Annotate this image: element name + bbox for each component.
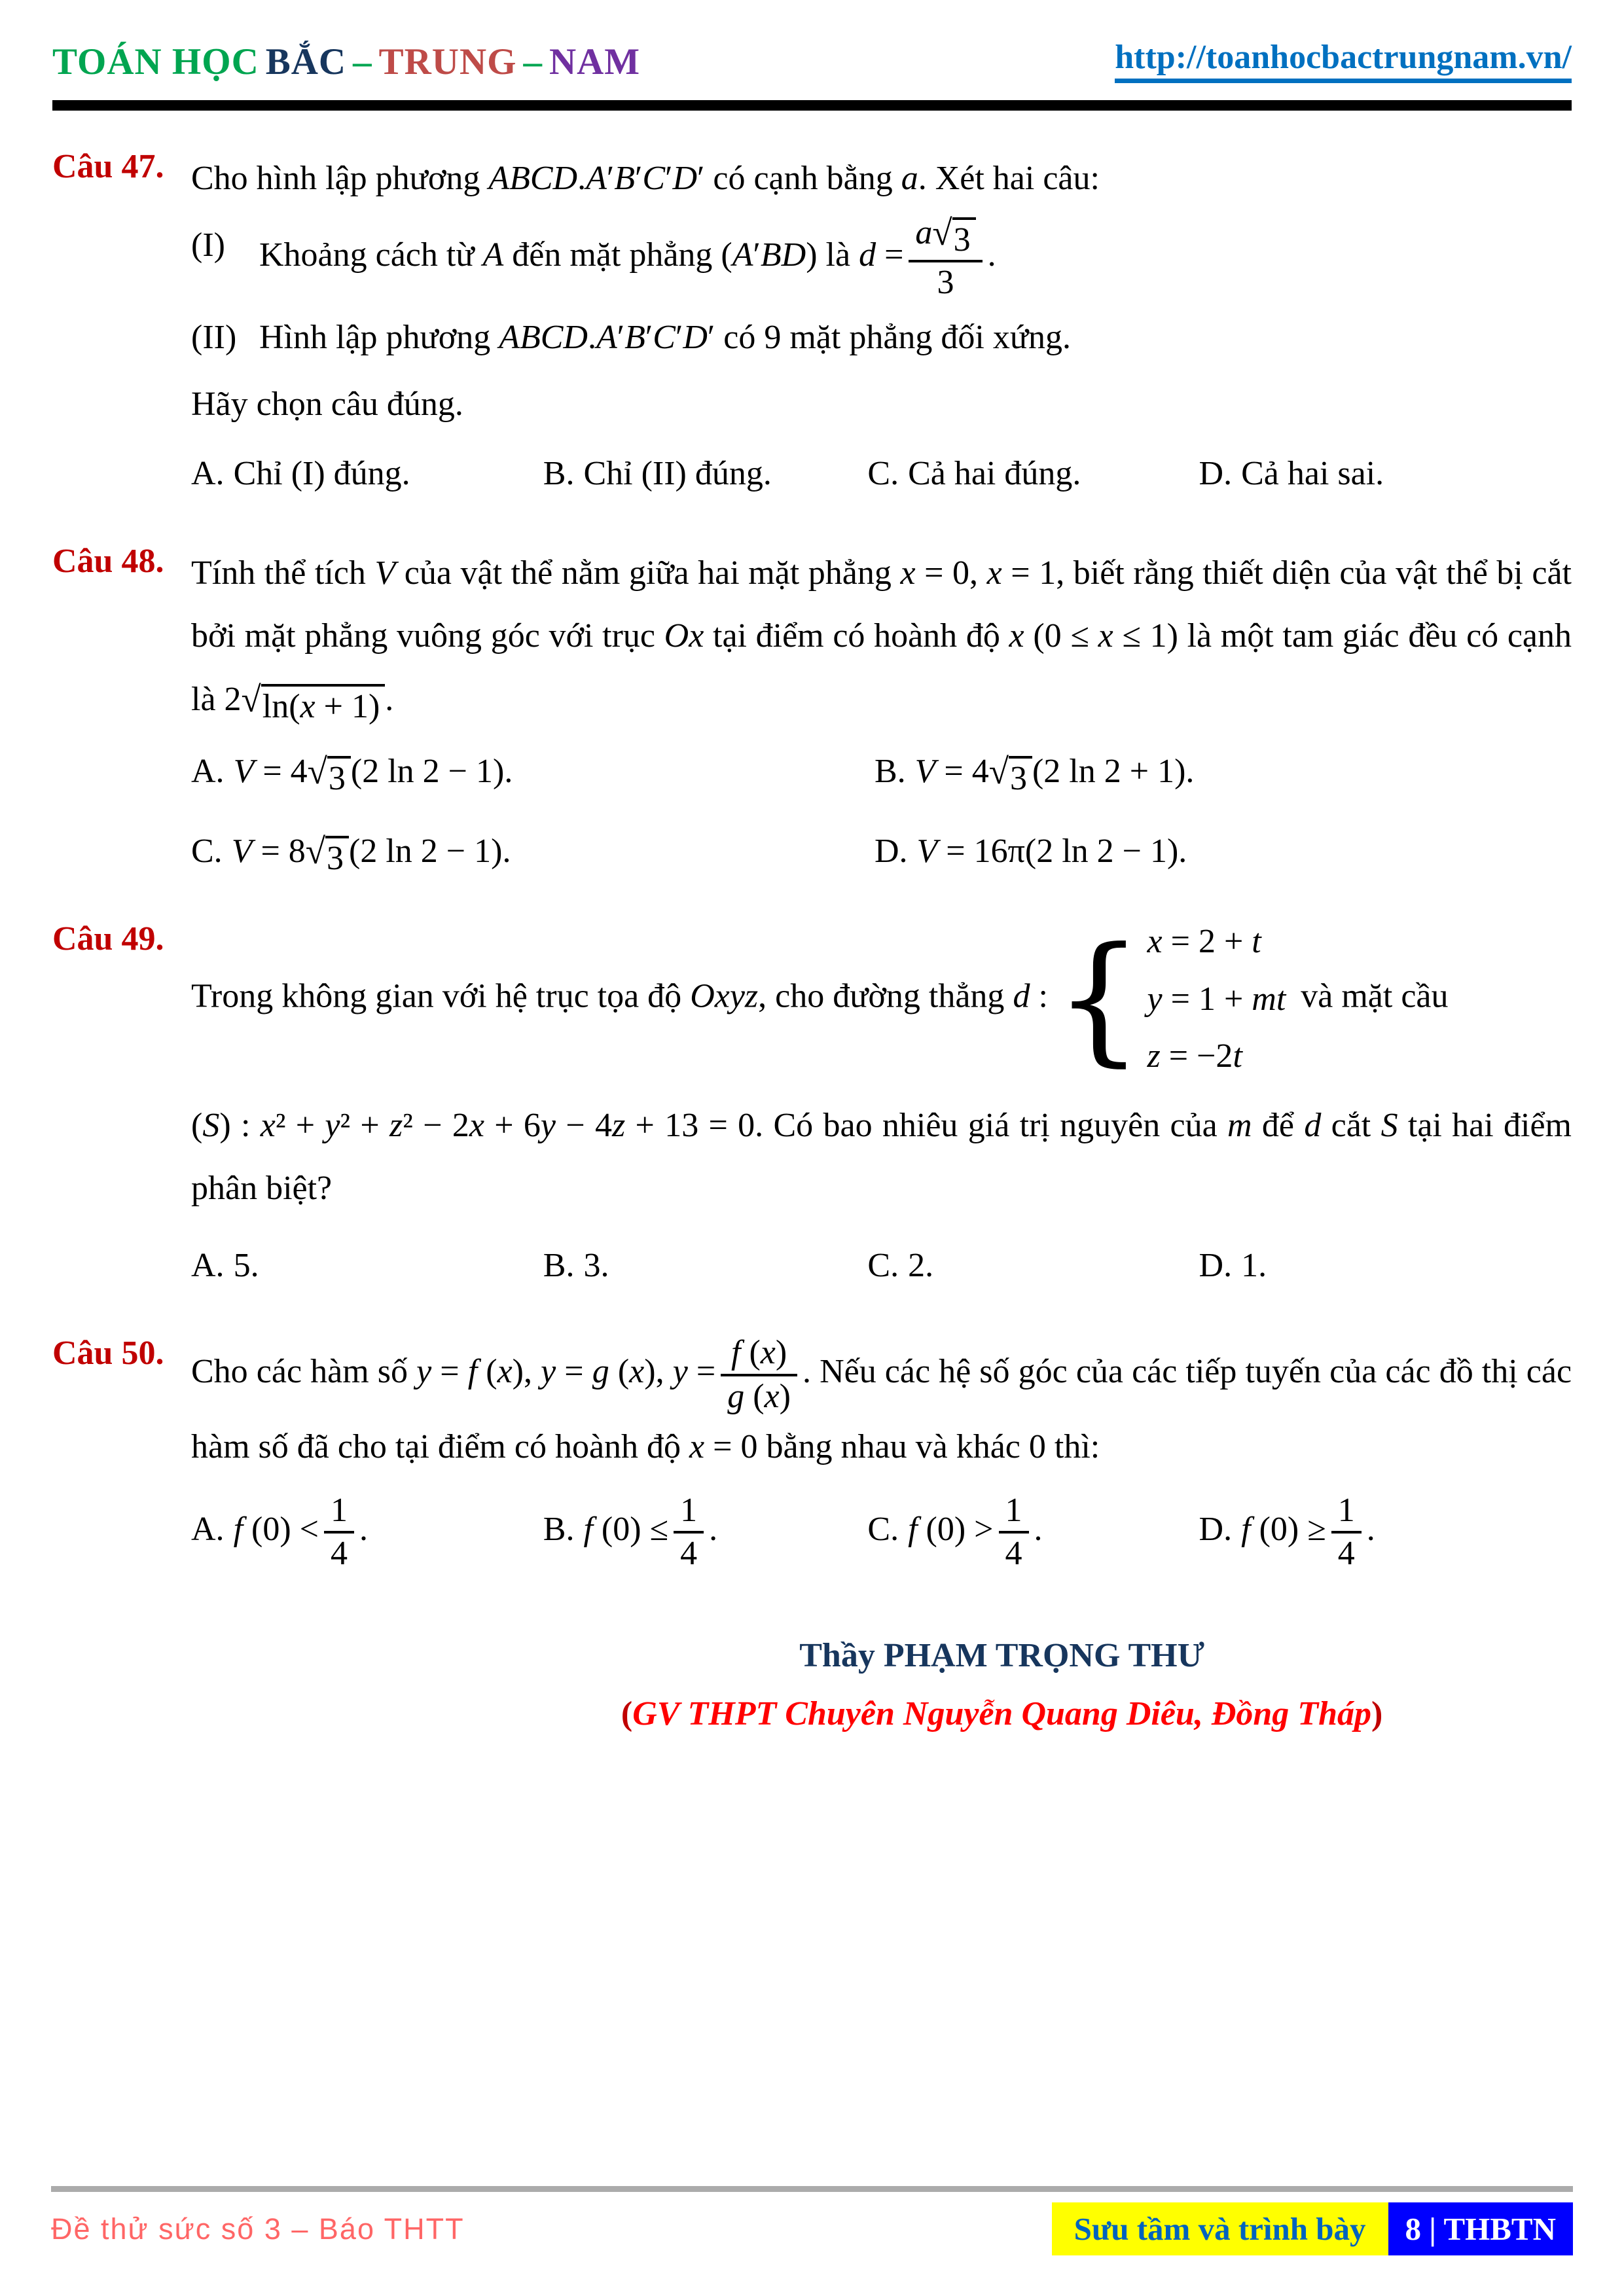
radical-sign-icon: √ <box>932 213 952 253</box>
math-expr: Oxyz <box>690 977 759 1015</box>
math-expr: x = 0 <box>689 1427 758 1465</box>
stem-text: để <box>1252 1106 1305 1144</box>
math-expr: V <box>374 554 396 592</box>
math-expr: x (0 ≤ x ≤ 1) <box>1009 617 1178 655</box>
stem-text: . <box>987 236 996 274</box>
stem-text: . Xét hai câu: <box>918 160 1100 197</box>
page-footer <box>51 2186 1573 2255</box>
answer-option-b[interactable]: B. Chỉ (II) đúng. <box>543 454 772 492</box>
brand-part-trung: TRUNG <box>378 41 517 82</box>
author-block <box>432 1636 1572 1733</box>
stem-text: Hình lập phương <box>259 318 499 356</box>
fraction-numerator: f (x) <box>721 1334 797 1376</box>
stem-text: . Nếu các hệ số góc của các tiếp tuyến của các đồ thị các hàm số đã cho tại điểm có hoành độ <box>191 1353 1572 1465</box>
stem-text: , <box>524 1353 541 1391</box>
author-affiliation: (GV THPT Chuyên Nguyễn Quang Diêu, Đồng Tháp) <box>621 1695 1383 1732</box>
equation-system <box>1055 920 1286 1079</box>
math-expr: ABCD.A′B′C′D′ <box>488 160 705 197</box>
system-eq-y: y = 1 + mt <box>1147 980 1286 1018</box>
stem-text: Cho hình lập phương <box>191 160 489 197</box>
question-48 <box>52 542 1572 883</box>
question-48-options <box>191 740 1572 883</box>
question-list <box>52 147 1572 1733</box>
footer-row <box>51 2202 1573 2255</box>
question-48-body <box>191 542 1572 883</box>
math-expr: ABCD.A′B′C′D′ <box>499 318 715 356</box>
radical-sign-icon: √ <box>307 751 327 791</box>
square-root: √ ln(x + 1) <box>242 684 386 725</box>
fraction <box>909 214 982 302</box>
math-expr: S <box>1380 1106 1398 1144</box>
footer-divider <box>51 2186 1573 2192</box>
system-brace-icon: { <box>1054 918 1144 1081</box>
answer-option-a[interactable]: A. f (0) < $\frac{1}{4}$ . <box>191 1492 368 1573</box>
stem-text: Tính thể tích <box>191 554 375 592</box>
footer-doc-title: Đề thử sức số 3 – Báo THTT <box>51 2212 465 2246</box>
statement-I <box>191 214 1572 302</box>
footer-page-badge: 8 | THBTN <box>1388 2202 1573 2255</box>
answer-option-b[interactable]: B. V = 4 √ 3 (2 ln 2 + 1). <box>874 751 1195 797</box>
stem-text: Cho các hàm số <box>191 1353 417 1391</box>
statement-I-marker: (I) <box>191 226 225 264</box>
square-root: √ 3 <box>308 756 351 797</box>
statement-II <box>191 306 1572 369</box>
question-50-options <box>191 1492 1572 1573</box>
stem-text: và mặt cầu <box>1292 977 1449 1015</box>
system-eq-z: z = −2t <box>1147 1037 1242 1075</box>
fraction-denominator: 3 <box>937 264 954 302</box>
site-url-link[interactable]: http://toanhocbactrungnam.vn/ <box>1115 38 1572 83</box>
answer-option-d[interactable]: D. f (0) ≥ $\frac{1}{4}$ . <box>1199 1492 1375 1573</box>
math-expr: Ox <box>664 617 704 655</box>
fraction: $\frac{1}{4}$ <box>324 1492 354 1573</box>
sphere-equation: (S) : x² + y² + z² − 2x + 6y − 4z + 13 = 0. <box>191 1106 764 1144</box>
math-expr: a <box>901 160 918 197</box>
header-divider <box>52 100 1572 111</box>
radical-sign-icon: √ <box>988 751 1009 791</box>
question-49 <box>52 920 1572 1297</box>
answer-option-c[interactable]: C. Cả hai đúng. <box>867 454 1081 492</box>
question-49-stem <box>191 920 1572 1079</box>
site-brand <box>52 41 647 83</box>
fraction-denominator: g (x) <box>727 1377 791 1415</box>
stem-text: có 9 mặt phẳng đối xứng. <box>715 318 1072 356</box>
answer-option-c[interactable]: C. f (0) > $\frac{1}{4}$ . <box>867 1492 1043 1573</box>
brand-part-bac: BẮC <box>265 41 347 82</box>
math-expr: y = g (x) <box>541 1353 656 1391</box>
fraction <box>721 1334 797 1415</box>
stem-text: Khoảng cách từ <box>259 236 483 274</box>
math-expr: d = <box>859 236 904 274</box>
question-50-stem <box>191 1334 1572 1479</box>
math-expr: (A′BD) <box>721 236 818 274</box>
question-50-number: Câu 50. <box>52 1335 164 1372</box>
answer-option-d[interactable]: D. V = 16π(2 ln 2 − 1). <box>874 832 1187 870</box>
stem-text: đến mặt phẳng <box>503 236 721 274</box>
radical-sign-icon: √ <box>241 679 261 719</box>
square-root: √ 3 <box>932 217 975 259</box>
stem-text: biết rằng thiết diện của vật thể bị cắt bởi mặt phẳng vuông góc với trục <box>191 554 1572 655</box>
question-49-stem-2 <box>191 1094 1572 1220</box>
question-47-body <box>191 147 1572 505</box>
answer-option-a[interactable]: A. V = 4 √ 3 (2 ln 2 − 1). <box>191 751 513 797</box>
affiliation-paren-open: ( <box>621 1695 633 1732</box>
brand-part-toan-hoc: TOÁN HỌC <box>52 41 259 82</box>
question-47-stem <box>191 147 1572 210</box>
brand-part-nam: NAM <box>549 41 641 82</box>
stem-text: tại hai điểm phân biệt? <box>191 1106 1572 1208</box>
question-50 <box>52 1334 1572 1573</box>
statement-II-text <box>259 306 1071 369</box>
footer-center-badge: Sưu tầm và trình bày <box>1052 2202 1388 2255</box>
question-48-number: Câu 48. <box>52 543 164 581</box>
brand-dash-1: – <box>353 41 372 82</box>
answer-option-b[interactable]: B. 3. <box>543 1247 609 1285</box>
stem-text: là <box>817 236 859 274</box>
stem-text: , cho đường thẳng <box>758 977 1013 1015</box>
answer-option-b[interactable]: B. f (0) ≤ $\frac{1}{4}$ . <box>543 1492 718 1573</box>
square-root: √ 3 <box>989 756 1032 797</box>
math-expr: x = 0, x = 1, <box>900 554 1065 592</box>
math-expr: y = f (x) <box>416 1353 524 1391</box>
math-expr: A <box>482 236 504 274</box>
author-name: Thầy PHẠM TRỌNG THƯ <box>799 1636 1205 1674</box>
stem-text: Có bao nhiêu giá trị nguyên của <box>763 1106 1228 1144</box>
stem-text: bằng nhau và khác 0 thì: <box>757 1427 1100 1465</box>
affiliation-paren-close: ) <box>1371 1695 1383 1732</box>
answer-option-a[interactable]: A. Chỉ (I) đúng. <box>191 454 410 492</box>
stem-text: cắt <box>1321 1106 1381 1144</box>
math-expr: m <box>1227 1106 1252 1144</box>
fraction: $\frac{1}{4}$ <box>999 1492 1029 1573</box>
square-root: √ 3 <box>306 836 349 877</box>
math-expr: d : <box>1013 977 1048 1015</box>
stem-text: Trong không gian với hệ trục tọa độ <box>191 977 691 1015</box>
fraction: $\frac{1}{4}$ <box>674 1492 704 1573</box>
statement-I-text <box>259 214 996 302</box>
math-expr: d <box>1304 1106 1322 1144</box>
question-49-options <box>191 1234 1572 1297</box>
answer-option-a[interactable]: A. 5. <box>191 1247 259 1285</box>
stem-text: , <box>655 1353 673 1391</box>
stem-text: có cạnh bằng <box>704 160 901 197</box>
system-eq-x: x = 2 + t <box>1147 923 1261 961</box>
math-expr: y = <box>672 1353 716 1391</box>
stem-text: là một tam giác đều có cạnh là 2 <box>191 617 1572 718</box>
choose-instruction: Hãy chọn câu đúng. <box>191 385 463 423</box>
page-header <box>52 38 1572 83</box>
answer-option-d[interactable]: D. Cả hai sai. <box>1199 454 1384 492</box>
stem-text: của vật thể nằm giữa hai mặt phẳng <box>395 554 901 592</box>
statement-II-marker: (II) <box>191 318 237 356</box>
brand-dash-2: – <box>523 41 543 82</box>
question-47-options <box>191 442 1572 505</box>
stem-text: tại điểm có hoành độ <box>704 617 1009 655</box>
answer-option-d[interactable]: D. 1. <box>1199 1247 1267 1285</box>
fraction: $\frac{1}{4}$ <box>1331 1492 1362 1573</box>
stem-text: . <box>385 680 394 718</box>
fraction-numerator: a √ 3 <box>909 214 982 262</box>
question-48-stem <box>191 542 1572 731</box>
question-47 <box>52 147 1572 505</box>
question-47-number: Câu 47. <box>52 148 164 185</box>
answer-option-c[interactable]: C. 2. <box>867 1247 934 1285</box>
question-49-body <box>191 920 1572 1297</box>
radical-sign-icon: √ <box>305 831 326 871</box>
question-50-body <box>191 1334 1572 1573</box>
question-49-number: Câu 49. <box>52 920 164 958</box>
answer-option-c[interactable]: C. V = 8 √ 3 (2 ln 2 − 1). <box>191 831 511 877</box>
